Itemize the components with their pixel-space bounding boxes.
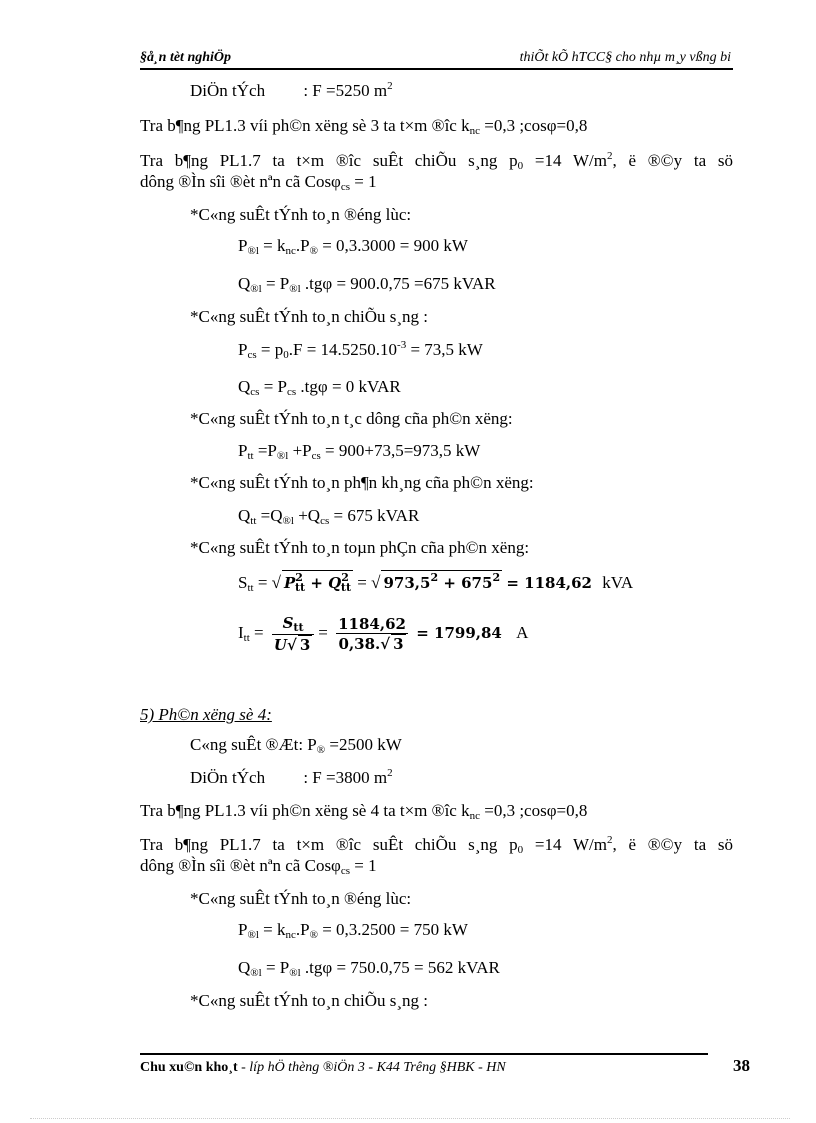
eq-p-tt: $P_{tt} =P_{®l} +P_{cs} = 900+73,5=973,5$ kW bbox=[238, 441, 481, 462]
lookup-pl13-tail: =0,3 ;cosφ=0,8 bbox=[479, 116, 588, 135]
lookup-pl13-text: Tra b¶ng PL1.3 víi ph©n xëng sè 3 ta t×m ®îc k bbox=[140, 116, 470, 135]
b-lookup-pl17-line2-text: dông ®Ìn sîi ®èt nªn cã Cosφ bbox=[140, 856, 341, 875]
heading-active-power: *C«ng suÊt tÝnh to¸n t¸c dông cña ph©n xëng: bbox=[190, 409, 513, 428]
heading-lighting-power: *C«ng suÊt tÝnh to¸n chiÕu s¸ng : bbox=[190, 307, 428, 326]
eq-q-tt-value: = 675 kVAR bbox=[329, 506, 420, 525]
b-lookup-pl17-line2: dông ®Ìn sîi ®èt nªn cã Cosφ$_{cs}$ = 1 bbox=[140, 856, 377, 877]
section-heading: 5) Ph©n xëng sè 4: bbox=[140, 705, 272, 724]
b-lookup-pl17-line2-tail: = 1 bbox=[350, 856, 377, 875]
eq-q-dl-value: .tgφ = 900.0,75 =675 kVAR bbox=[300, 274, 496, 293]
b-lookup-pl17-line1: Tra b¶ng PL1.7 ta t×m ®îc suÊt chiÕu s¸ng $p_0 =14$ $W/m^2$, ë ®©y ta sö bbox=[140, 834, 733, 856]
eq-p-dl: $P_{®l} = k_{nc}.P_® = 0,3.3000 = 900$ kW bbox=[238, 236, 468, 257]
fraction-values: $\frac{1184,62}{0,38.√ 3}$ bbox=[338, 615, 406, 653]
eq-q-tt: $Q_{tt} =Q_{®l} +Q_{cs} = 675$ kVAR bbox=[238, 506, 420, 527]
page-bottom-divider bbox=[30, 1118, 790, 1119]
eq-q-cs: $Q_{cs} = P_{cs}$ .tgφ = 0 kVAR bbox=[238, 377, 401, 398]
header-left: §å¸n tèt nghiÖp bbox=[140, 50, 232, 65]
fraction-s-over-u: $\frac{S_{tt}}{U√ 3}$ bbox=[272, 614, 314, 654]
lookup-pl17-mid: =14 W/m bbox=[523, 151, 607, 170]
heading-reactive-power: *C«ng suÊt tÝnh to¸n ph¶n kh¸ng cña ph©n xëng: bbox=[190, 473, 534, 492]
lookup-pl17-text: Tra b¶ng PL1.7 ta t×m ®îc suÊt chiÕu s¸ng p bbox=[140, 151, 518, 170]
heading-apparent-power: *C«ng suÊt tÝnh to¸n toµn phÇn cña ph©n xëng: bbox=[190, 538, 530, 557]
eq-p-cs: $P_{cs} = p_0.F = 14.5250.10^{-3} = 73,5$ kW bbox=[238, 339, 483, 361]
eq-s-tt: $S_{tt}$ = √ $P^2_{tt} + Q^2_{tt}$ = √ $973,5^2 + 675^2 = 1184,62$ kVA bbox=[238, 571, 634, 594]
eq-i-tt: $I_{tt}$ = $\frac{S_{tt}}{U√ 3}$ = $\frac{1184,62}{0,38.√ 3}$ = 1799,84 A bbox=[238, 614, 529, 654]
b-lookup-pl17-mid: =14 W/m bbox=[523, 835, 607, 854]
footer-rest: - líp hÖ thèng ®iÖn 3 - K44 Trêng §HBK - HN bbox=[237, 1060, 506, 1075]
eq-s-tt-unit: kVA bbox=[602, 573, 634, 592]
lookup-pl17-line2-text: dông ®Ìn sîi ®èt nªn cã Cosφ bbox=[140, 172, 341, 191]
b-installed-power-text: C«ng suÊt ®Æt: P bbox=[190, 735, 317, 754]
area-label: DiÖn tÝch bbox=[190, 81, 266, 100]
fraction-numerator: 1184,62 bbox=[338, 615, 406, 633]
b-eq-q-dl-value: .tgφ = 750.0,75 = 562 kVAR bbox=[300, 958, 500, 977]
footer-text bbox=[140, 1060, 506, 1076]
b-heading-lighting-power: *C«ng suÊt tÝnh to¸n chiÕu s¸ng : bbox=[190, 991, 428, 1010]
b-eq-p-dl: $P_{®l} = k_{nc}.P_® = 0,3.2500 = 750$ kW bbox=[238, 920, 468, 941]
b-area-label: DiÖn tÝch bbox=[190, 768, 266, 787]
b-lookup-pl13: Tra b¶ng PL1.3 víi ph©n xëng sè 4 ta t×m ®îc $k_{nc} =0,3$ ;cosφ=0,8 bbox=[140, 801, 588, 822]
b-lookup-pl13-text: Tra b¶ng PL1.3 víi ph©n xëng sè 4 ta t×m ®îc k bbox=[140, 801, 470, 820]
b-lookup-pl17-tail: , ë ®©y ta sö bbox=[612, 835, 733, 854]
lookup-pl17-tail: , ë ®©y ta sö bbox=[612, 151, 733, 170]
eq-i-tt-value: = 1799,84 bbox=[416, 623, 502, 642]
b-lookup-pl17-text: Tra b¶ng PL1.7 ta t×m ®îc suÊt chiÕu s¸ng p bbox=[140, 835, 518, 854]
b-installed-power: C«ng suÊt ®Æt: $P_® =2500$ kW bbox=[190, 735, 402, 756]
b-area-value: : F =3800 m bbox=[303, 768, 388, 787]
lookup-pl17-line2-tail: = 1 bbox=[350, 172, 377, 191]
footer-author: Chu xu©n kho¸t bbox=[140, 1060, 238, 1075]
eq-q-cs-value: .tgφ = 0 kVAR bbox=[296, 377, 401, 396]
page-number: 38 bbox=[733, 1056, 750, 1075]
lookup-pl13: Tra b¶ng PL1.3 víi ph©n xëng sè 3 ta t×m ®îc $k_{nc} =0,3$ ;cosφ=0,8 bbox=[140, 116, 588, 137]
eq-p-dl-value: = 0,3.3000 = 900 kW bbox=[317, 236, 468, 255]
header-rule bbox=[140, 68, 733, 70]
eq-p-tt-value: = 900+73,5=973,5 kW bbox=[320, 441, 481, 460]
header-right: thiÕt kÕ hTCC§ cho nhµ m¸y vßng bi bbox=[519, 50, 731, 65]
lookup-pl17-line1: Tra b¶ng PL1.7 ta t×m ®îc suÊt chiÕu s¸ng $p_0 =14$ $W/m^2$, ë ®©y ta sö bbox=[140, 150, 733, 172]
lookup-pl17-line2: dông ®Ìn sîi ®èt nªn cã Cosφ$_{cs}$ = 1 bbox=[140, 172, 377, 193]
footer-rule bbox=[140, 1053, 708, 1055]
eq-q-dl: $Q_{®l} = P_{®l}$ .tgφ = 900.0,75 =675 kVAR bbox=[238, 274, 496, 295]
b-eq-q-dl: $Q_{®l} = P_{®l}$ .tgφ = 750.0,75 = 562 kVAR bbox=[238, 958, 500, 979]
eq-s-tt-value: = 1184,62 bbox=[506, 574, 592, 592]
eq-p-cs-value: = 14.5250.10 bbox=[306, 340, 398, 359]
area-value: : F =5250 m bbox=[303, 81, 388, 100]
eq-p-cs-tail: = 73,5 kW bbox=[406, 340, 483, 359]
fraction-denominator: 0,38. bbox=[338, 635, 381, 653]
eq-i-tt-unit: A bbox=[516, 622, 529, 642]
area-line: DiÖn tÝch : F =5250 $m^2$ bbox=[190, 80, 393, 100]
b-lookup-pl13-tail: =0,3 ;cosφ=0,8 bbox=[479, 801, 588, 820]
b-heading-dynamic-power: *C«ng suÊt tÝnh to¸n ®éng lùc: bbox=[190, 889, 412, 908]
heading-dynamic-power: *C«ng suÊt tÝnh to¸n ®éng lùc: bbox=[190, 205, 412, 224]
b-installed-power-value: =2500 kW bbox=[325, 735, 402, 754]
b-area-line: DiÖn tÝch : F =3800 $m^2$ bbox=[190, 767, 393, 787]
b-eq-p-dl-value: = 0,3.2500 = 750 kW bbox=[317, 920, 468, 939]
